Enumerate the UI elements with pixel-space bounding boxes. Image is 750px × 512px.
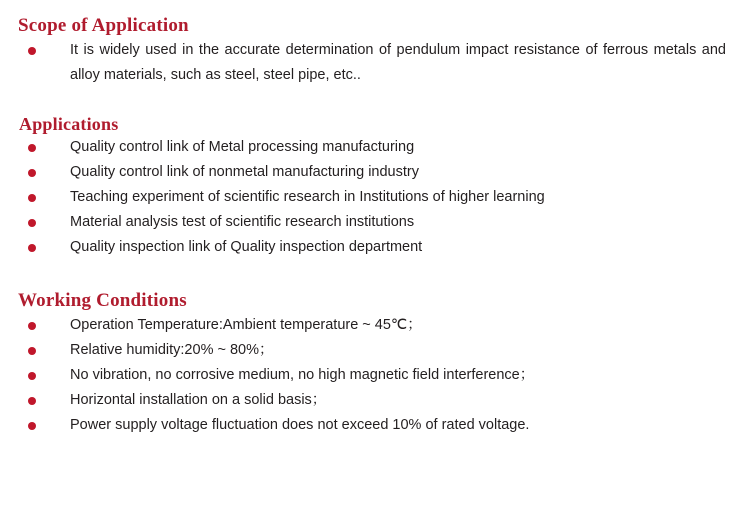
section-title-applications: Applications [19,113,119,134]
list-item-text: Material analysis test of scientific research institutions [70,214,415,231]
list-item [14,363,736,388]
applications-bullet-list [14,135,736,260]
bullet-dot-icon [28,244,36,252]
list-item [14,135,736,160]
list-item-text: It is widely used in the accurate determination of pendulum impact resistance of ferrous metals and alloy materials, such as steel, steel pipe, etc.. [70,41,726,83]
list-item [14,185,736,210]
list-item [14,388,736,413]
section-applications [14,114,736,261]
bullet-dot-icon [28,372,36,380]
section-scope-of-application [14,15,736,88]
bullet-dot-icon [28,347,36,355]
list-item-text: Quality control link of nonmetal manufacturing industry [70,164,419,181]
bullet-dot-icon [28,422,36,430]
list-item-text: No vibration, no corrosive medium, no high magnetic field interference； [70,367,535,384]
list-item-text: Relative humidity:20% ~ 80%； [70,342,274,359]
scope-bullet-list [14,38,736,88]
list-item [14,160,736,185]
working-conditions-bullet-list [14,313,736,438]
bullet-dot-icon [28,194,36,202]
list-item-text: Horizontal installation on a solid basis； [70,392,327,409]
bullet-dot-icon [28,47,36,55]
bullet-dot-icon [28,322,36,330]
list-item-text: Teaching experiment of scientific research in Institutions of higher learning [70,189,545,206]
bullet-dot-icon [28,144,36,152]
list-item [14,235,736,260]
list-item [14,313,736,338]
list-item [14,210,736,235]
list-item [14,338,736,363]
list-item-text: Operation Temperature:Ambient temperature ~ 45℃； [70,317,422,334]
list-item-text: Quality inspection link of Quality inspection department [70,239,423,256]
list-item-text: Quality control link of Metal processing manufacturing [70,139,415,156]
list-item-text: Power supply voltage fluctuation does not exceed 10% of rated voltage. [70,417,530,434]
bullet-dot-icon [28,397,36,405]
list-item [14,38,736,88]
section-working-conditions [14,290,736,438]
list-item [14,413,736,438]
bullet-dot-icon [28,219,36,227]
section-title-working-conditions: Working Conditions [18,290,187,312]
bullet-dot-icon [28,169,36,177]
section-title-scope: Scope of Application [18,15,189,36]
